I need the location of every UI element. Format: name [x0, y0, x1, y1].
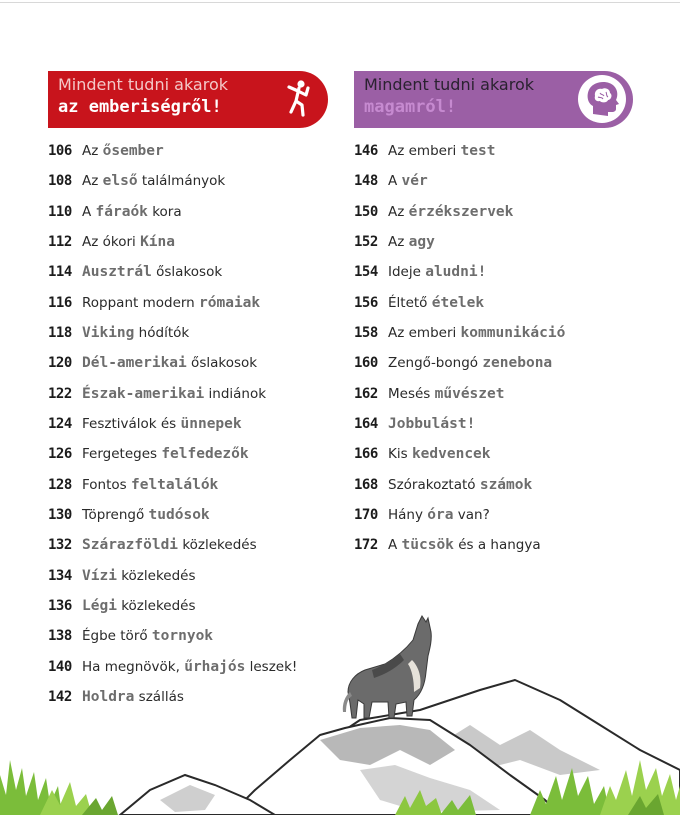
page-number: 120 — [48, 355, 72, 372]
toc-entry[interactable] — [354, 288, 565, 318]
page-number: 130 — [48, 507, 72, 524]
entry-title — [388, 264, 486, 280]
entry-title-hl: óra — [427, 507, 454, 524]
page-number: 122 — [48, 385, 72, 402]
page-number: 168 — [354, 476, 378, 493]
page-number: 132 — [48, 537, 72, 554]
entry-title-hl: Holdra — [82, 689, 135, 706]
toc-entry[interactable] — [48, 136, 297, 166]
entry-title-hl: Ausztrál — [82, 264, 152, 281]
entry-title — [388, 416, 475, 432]
toc-entry[interactable] — [354, 227, 565, 257]
entry-title-hl: test — [460, 143, 496, 160]
entry-title-pre: A — [388, 537, 402, 554]
entry-title-hl: számok — [479, 476, 533, 493]
entry-title — [388, 507, 490, 523]
entry-title-post: találmányok — [137, 173, 226, 190]
entry-title-post: őslakosok — [186, 355, 258, 372]
toc-entry[interactable] — [48, 348, 297, 378]
entry-title — [82, 264, 222, 280]
page-number: 112 — [48, 234, 72, 251]
entry-title-hl: agy — [408, 234, 435, 251]
entry-title — [82, 355, 257, 371]
toc-entry[interactable] — [354, 136, 565, 166]
page-number: 140 — [48, 658, 72, 675]
entry-title — [388, 446, 491, 462]
entry-title — [82, 234, 175, 250]
running-person-icon — [272, 74, 322, 124]
toc-entry[interactable] — [48, 318, 297, 348]
entry-title-pre: Roppant modern — [82, 294, 200, 311]
entry-title-hl: művészet — [434, 385, 505, 402]
page-number: 164 — [354, 416, 378, 433]
page-number: 128 — [48, 476, 72, 493]
entry-title-hl: Légi — [82, 598, 117, 615]
entry-title-post: őslakosok — [151, 264, 223, 281]
toc-entry[interactable] — [48, 379, 297, 409]
page-number: 152 — [354, 234, 378, 251]
entry-title-pre: Az — [388, 203, 409, 220]
entry-title-hl: Jobbulást! — [388, 416, 476, 433]
entry-title — [82, 204, 182, 220]
toc-entry[interactable] — [48, 197, 297, 227]
entry-title-hl: kommunikáció — [460, 325, 566, 342]
entry-title-pre: Ha megnövök, — [82, 658, 185, 675]
entry-title-pre: Fontos — [82, 476, 131, 493]
entry-title-hl: kedvencek — [411, 446, 491, 463]
toc-entry[interactable] — [354, 348, 565, 378]
header-humanity — [48, 71, 328, 128]
entry-title-hl: rómaiak — [199, 294, 261, 311]
toc-entry[interactable] — [354, 470, 565, 500]
page-number: 110 — [48, 203, 72, 220]
entry-title-post: közlekedés — [178, 537, 257, 554]
entry-title-hl: feltalálók — [130, 476, 219, 493]
page-number: 172 — [354, 537, 378, 554]
page-number: 126 — [48, 446, 72, 463]
header-self-line2: magamról! — [364, 97, 457, 117]
entry-title-post: közlekedés — [116, 598, 196, 615]
page-number: 106 — [48, 143, 72, 160]
entry-title-pre: Ideje — [388, 264, 426, 281]
entry-title — [82, 537, 257, 553]
entry-title-pre: A — [82, 203, 96, 220]
entry-title-post: hódítók — [134, 325, 190, 342]
toc-entry[interactable] — [354, 439, 565, 469]
toc-entry[interactable] — [48, 470, 297, 500]
toc-entry[interactable] — [354, 500, 565, 530]
entry-title-post: kora — [147, 203, 182, 220]
header-self — [354, 71, 633, 128]
toc-entry[interactable] — [48, 530, 297, 560]
page-number: 108 — [48, 173, 72, 190]
entry-title-hl: Észak-amerikai — [82, 385, 205, 402]
entry-title — [388, 204, 513, 220]
entry-title-pre: Hány — [388, 507, 428, 524]
page-number: 162 — [354, 385, 378, 402]
head-brain-icon — [577, 74, 627, 124]
toc-entry[interactable] — [48, 500, 297, 530]
toc-entry[interactable] — [48, 561, 297, 591]
entry-title-hl: aludni! — [425, 264, 487, 281]
entry-title — [388, 295, 484, 311]
entry-title-pre: A — [388, 173, 402, 190]
page-number: 142 — [48, 689, 72, 706]
entry-title — [388, 477, 532, 493]
entry-title-pre: Az — [388, 234, 409, 251]
entry-title — [82, 507, 210, 523]
toc-entry[interactable] — [48, 409, 297, 439]
entry-title-post: szállás — [134, 689, 184, 706]
entry-title-hl: Viking — [82, 325, 135, 342]
mountain-wolf-illustration — [0, 600, 680, 815]
entry-title-post: közlekedés — [116, 567, 196, 584]
entry-title — [82, 325, 189, 341]
entry-title-pre: Mesés — [388, 385, 435, 402]
entry-title — [388, 355, 552, 371]
toc-entry[interactable] — [48, 227, 297, 257]
entry-title-pre: Éltető — [388, 294, 432, 311]
entry-title-pre: Az emberi — [388, 325, 461, 342]
toc-entry[interactable] — [354, 318, 565, 348]
entry-title-hl: ételek — [431, 294, 485, 311]
page-number: 156 — [354, 294, 378, 311]
entry-title-pre: Az ókori — [82, 234, 141, 251]
toc-entry[interactable] — [48, 166, 297, 196]
page-number: 148 — [354, 173, 378, 190]
page-number: 138 — [48, 628, 72, 645]
entry-title-hl: űrhajós — [184, 658, 246, 675]
entry-title-hl: Vízi — [82, 567, 117, 584]
entry-title-hl: zenebona — [482, 355, 553, 372]
page-number: 124 — [48, 416, 72, 433]
entry-title-hl: tudósok — [148, 507, 210, 524]
entry-title — [82, 173, 225, 189]
page-number: 116 — [48, 294, 72, 311]
entry-title-post: indiánok — [204, 385, 267, 402]
toc-entry[interactable] — [48, 439, 297, 469]
grass-left — [0, 760, 118, 815]
toc-entry[interactable] — [354, 379, 565, 409]
entry-title-pre: Töprengő — [82, 507, 149, 524]
toc-entry[interactable] — [354, 530, 565, 560]
toc-entry[interactable] — [48, 288, 297, 318]
entry-title-hl: vér — [401, 173, 428, 190]
entry-title-hl: tornyok — [151, 628, 214, 645]
page-number: 134 — [48, 567, 72, 584]
entry-title-pre: Az emberi — [388, 143, 461, 160]
entry-title-post: és a hangya — [453, 537, 541, 554]
entry-title-pre: Az — [82, 173, 103, 190]
page-number: 166 — [354, 446, 378, 463]
entry-title-hl: első — [102, 173, 138, 190]
entry-title-pre: Fergeteges — [82, 446, 162, 463]
page-number: 158 — [354, 325, 378, 342]
page-number: 150 — [354, 203, 378, 220]
entry-title-hl: tücsök — [401, 537, 454, 554]
howling-wolf — [343, 616, 431, 718]
entry-title-hl: ünnepek — [180, 416, 242, 433]
page-number: 154 — [354, 264, 378, 281]
entry-title-pre: Kis — [388, 446, 412, 463]
toc-entry[interactable] — [354, 166, 565, 196]
entry-title — [388, 537, 541, 553]
entry-title — [82, 568, 196, 584]
page-number: 146 — [354, 143, 378, 160]
entry-title — [388, 143, 495, 159]
entry-title-pre: Szórakoztató — [388, 476, 480, 493]
entry-title — [82, 386, 266, 402]
entry-title — [82, 477, 218, 493]
toc-entry[interactable] — [354, 197, 565, 227]
toc-list-self — [354, 136, 565, 561]
entry-title — [82, 446, 249, 462]
entry-title-hl: Dél-amerikai — [82, 355, 187, 372]
entry-title-hl: érzékszervek — [408, 203, 514, 220]
header-self-line1: Mindent tudni akarok — [364, 75, 535, 94]
entry-title-post: leszek! — [245, 658, 298, 675]
entry-title — [82, 143, 164, 159]
page-number: 118 — [48, 325, 72, 342]
toc-entry[interactable] — [48, 257, 297, 287]
entry-title — [82, 295, 260, 311]
page-number: 114 — [48, 264, 72, 281]
entry-title-pre: Zengő-bongó — [388, 355, 483, 372]
entry-title — [388, 173, 428, 189]
entry-title — [388, 325, 565, 341]
toc-entry[interactable] — [354, 409, 565, 439]
page-number: 136 — [48, 598, 72, 615]
entry-title — [388, 234, 435, 250]
page-number: 160 — [354, 355, 378, 372]
header-humanity-line2: az emberiségről! — [58, 97, 222, 117]
entry-title-hl: Kína — [140, 234, 175, 251]
entry-title-hl: ősember — [102, 143, 164, 160]
entry-title-pre: Az — [82, 143, 103, 160]
entry-title-hl: felfedezők — [161, 446, 249, 463]
entry-title — [388, 386, 504, 402]
page-number: 170 — [354, 507, 378, 524]
entry-title-post: van? — [453, 507, 490, 524]
entry-title-pre: Égbe törő — [82, 628, 152, 645]
toc-entry[interactable] — [354, 257, 565, 287]
header-humanity-line1: Mindent tudni akarok — [58, 75, 229, 94]
top-divider — [0, 2, 680, 3]
entry-title-hl: fáraók — [95, 203, 148, 220]
entry-title-hl: Szárazföldi — [82, 537, 179, 554]
entry-title-pre: Fesztiválok és — [82, 416, 181, 433]
entry-title — [82, 416, 242, 432]
